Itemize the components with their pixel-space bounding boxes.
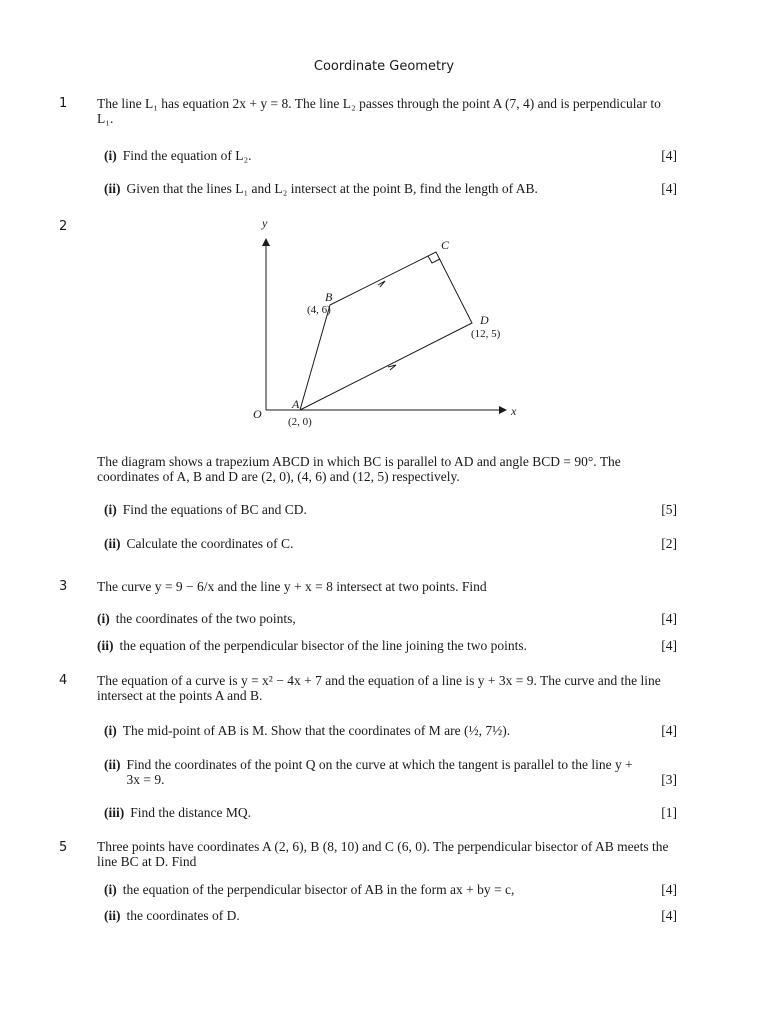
part-mark: [4] — [661, 908, 677, 923]
question-part — [104, 723, 677, 738]
point-b-coords: (4, 6) — [307, 304, 331, 316]
question-part — [104, 882, 677, 897]
x-axis-label: x — [511, 404, 517, 418]
part-text: Given that the lines L₁ and L₂ intersect at the point B, find the length of AB. — [126, 181, 538, 196]
trapezium-outline — [300, 252, 472, 410]
part-label: (i) — [104, 723, 117, 738]
part-mark: [3] — [661, 772, 677, 787]
question-number: 4 — [59, 673, 68, 688]
part-label: (ii) — [97, 638, 114, 653]
part-label: (i) — [97, 611, 110, 626]
part-mark: [4] — [661, 882, 677, 897]
part-label: (i) — [104, 882, 117, 897]
part-label: (i) — [104, 148, 117, 163]
point-c-label: C — [441, 238, 450, 252]
part-text: Find the coordinates of the point Q on the curve at which the tangent is parallel to the line y + 3x = 9. — [126, 757, 633, 787]
question-part — [104, 502, 677, 517]
part-label: (i) — [104, 502, 117, 517]
y-axis-label: y — [262, 216, 268, 230]
question-stem: Three points have coordinates A (2, 6), B (8, 10) and C (6, 0). The perpendicular bisector of AB meets the line BC at D. Find — [97, 839, 669, 869]
part-mark: [5] — [661, 502, 677, 517]
point-b-label: B — [325, 290, 333, 304]
question-stem: The equation of a curve is y = x² − 4x + 7 and the equation of a line is y + 3x = 9. The curve and the line intersect at the points A and B. — [97, 673, 661, 703]
question-number: 3 — [59, 579, 68, 594]
question-stem: The line L₁ has equation 2x + y = 8. The line L₂ passes through the point A (7, 4) and is perpendicular to L₁. — [97, 96, 661, 126]
part-text: Calculate the coordinates of C. — [126, 536, 294, 551]
part-text: Find the equations of BC and CD. — [122, 502, 307, 517]
question-stem: The diagram shows a trapezium ABCD in which BC is parallel to AD and angle BCD = 90°. The coordinates of A, B and D are (2, 0), (4, 6) and (12, 5) respectively. — [97, 454, 621, 484]
part-text: the coordinates of D. — [126, 908, 240, 923]
question-number: 5 — [59, 840, 68, 855]
part-label: (ii) — [104, 181, 121, 196]
question-part — [104, 536, 677, 551]
part-text: the equation of the perpendicular bisector of AB in the form ax + by = c, — [122, 882, 515, 897]
origin-label: O — [253, 407, 262, 421]
question-part — [104, 908, 677, 923]
part-text: the coordinates of the two points, — [115, 611, 296, 626]
part-text: Find the distance MQ. — [130, 805, 251, 820]
part-label: (iii) — [104, 805, 125, 820]
part-mark: [4] — [661, 723, 677, 738]
question-stem: The curve y = 9 − 6/x and the line y + x = 8 intersect at two points. Find — [97, 579, 487, 594]
question-number: 2 — [59, 219, 68, 234]
question-part — [104, 805, 677, 820]
part-text: Find the equation of L₂. — [122, 148, 252, 163]
page-title: Coordinate Geometry — [313, 59, 455, 74]
part-mark: [1] — [661, 805, 677, 820]
parallel-arrow-ad — [388, 365, 396, 370]
part-label: (ii) — [104, 757, 121, 772]
point-d-coords: (12, 5) — [471, 328, 501, 340]
question-number: 1 — [59, 96, 68, 111]
trapezium-diagram — [245, 205, 535, 435]
point-a-coords: (2, 0) — [288, 416, 312, 428]
parallel-arrow-bc — [378, 281, 385, 287]
part-mark: [4] — [661, 611, 677, 626]
part-label: (ii) — [104, 536, 121, 551]
question-part — [104, 757, 677, 787]
part-mark: [4] — [661, 638, 677, 653]
part-label: (ii) — [104, 908, 121, 923]
part-mark: [2] — [661, 536, 677, 551]
part-text: the equation of the perpendicular bisector of the line joining the two points. — [119, 638, 528, 653]
part-mark: [4] — [661, 181, 677, 196]
question-part — [97, 638, 677, 653]
part-mark: [4] — [661, 148, 677, 163]
question-part — [104, 148, 677, 163]
part-text: The mid-point of AB is M. Show that the coordinates of M are (½, 7½). — [122, 723, 511, 738]
point-d-label: D — [480, 313, 489, 327]
question-part — [104, 181, 677, 196]
point-a-label: A — [292, 397, 300, 411]
question-part — [97, 611, 677, 626]
